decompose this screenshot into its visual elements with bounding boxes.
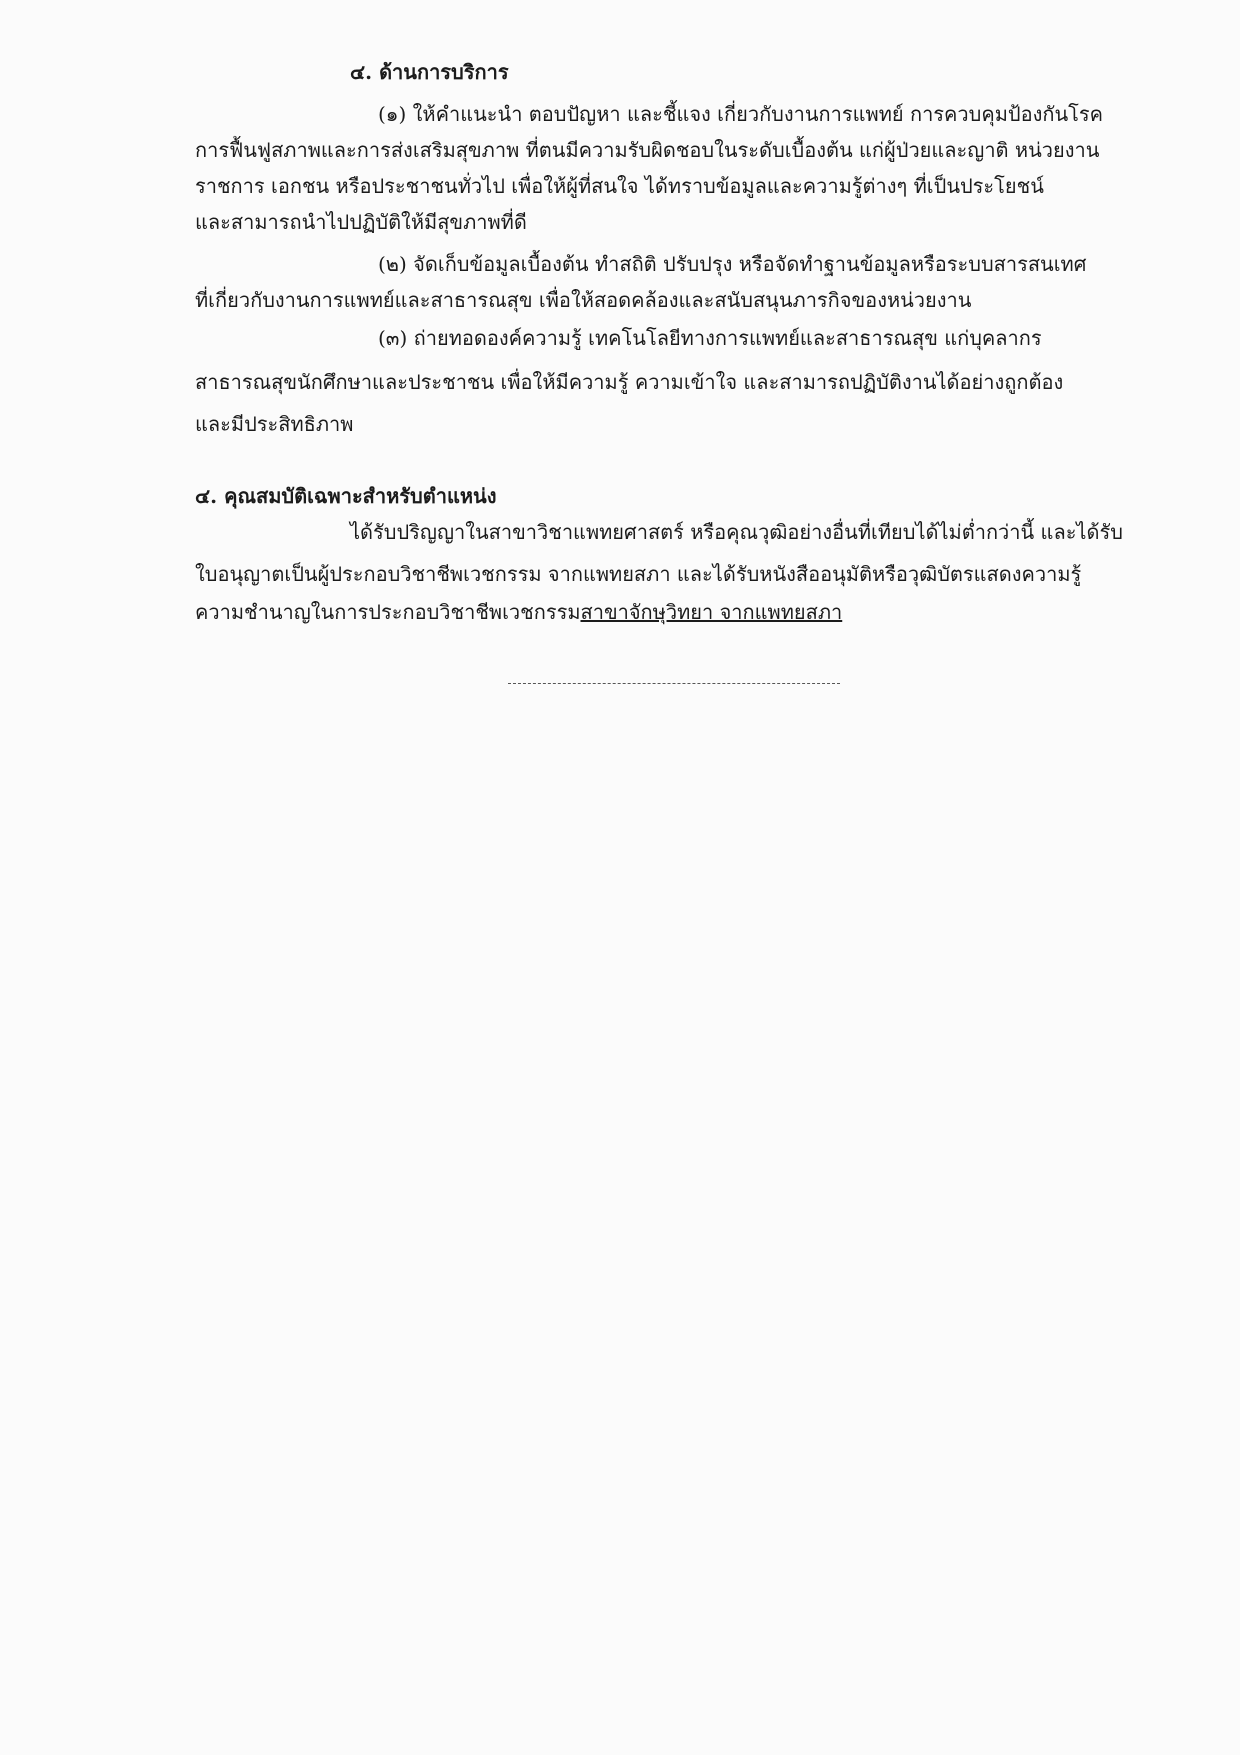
service-item1-line2: การฟื้นฟูสภาพและการส่งเสริมสุขภาพ ที่ตนมีความรับผิดชอบในระดับเบื้องต้น แก่ผู้ป่วยและญาติ หน่วยงาน bbox=[195, 138, 1100, 162]
qualification-line3-text: ความชำนาญในการประกอบวิชาชีพเวชกรรม bbox=[195, 600, 581, 624]
service-item3-line3: และมีประสิทธิภาพ bbox=[195, 412, 354, 436]
service-item1-line4: และสามารถนำไปปฏิบัติให้มีสุขภาพที่ดี bbox=[195, 210, 527, 234]
qualification-line2: ใบอนุญาตเป็นผู้ประกอบวิชาชีพเวชกรรม จากแพทยสภา และได้รับหนังสืออนุมัติหรือวุฒิบัตรแสดงความรู้ bbox=[195, 562, 1082, 586]
service-item2-line2: ที่เกี่ยวกับงานการแพทย์และสาธารณสุข เพื่อให้สอดคล้องและสนับสนุนภารกิจของหน่วยงาน bbox=[195, 288, 972, 312]
section-heading-service: ๔. ด้านการบริการ bbox=[350, 60, 509, 84]
service-item1-line1: (๑) ให้คำแนะนำ ตอบปัญหา และชี้แจง เกี่ยวกับงานการแพทย์ การควบคุมป้องกันโรค bbox=[378, 102, 1104, 126]
service-item3-line1: (๓) ถ่ายทอดองค์ความรู้ เทคโนโลยีทางการแพทย์และสาธารณสุข แก่บุคลากร bbox=[378, 326, 1042, 350]
qualification-specialty-underlined: สาขาจักษุวิทยา จากแพทยสภา bbox=[580, 600, 843, 624]
qualification-line3 bbox=[195, 598, 842, 626]
service-item3-line2: สาธารณสุขนักศึกษาและประชาชน เพื่อให้มีความรู้ ความเข้าใจ และสามารถปฏิบัติงานได้อย่างถูกต้อง bbox=[195, 370, 1064, 394]
service-item1-line3: ราชการ เอกชน หรือประชาชนทั่วไป เพื่อให้ผู้ที่สนใจ ได้ทราบข้อมูลและความรู้ต่างๆ ที่เป็นประโยชน์ bbox=[195, 174, 1044, 198]
end-divider bbox=[508, 683, 840, 684]
service-item2-line1: (๒) จัดเก็บข้อมูลเบื้องต้น ทำสถิติ ปรับปรุง หรือจัดทำฐานข้อมูลหรือระบบสารสนเทศ bbox=[378, 252, 1087, 276]
section-heading-qualification: ๔. คุณสมบัติเฉพาะสำหรับตำแหน่ง bbox=[195, 484, 497, 508]
qualification-line1: ได้รับปริญญาในสาขาวิชาแพทยศาสตร์ หรือคุณวุฒิอย่างอื่นที่เทียบได้ไม่ต่ำกว่านี้ และได้รับ bbox=[350, 520, 1123, 544]
